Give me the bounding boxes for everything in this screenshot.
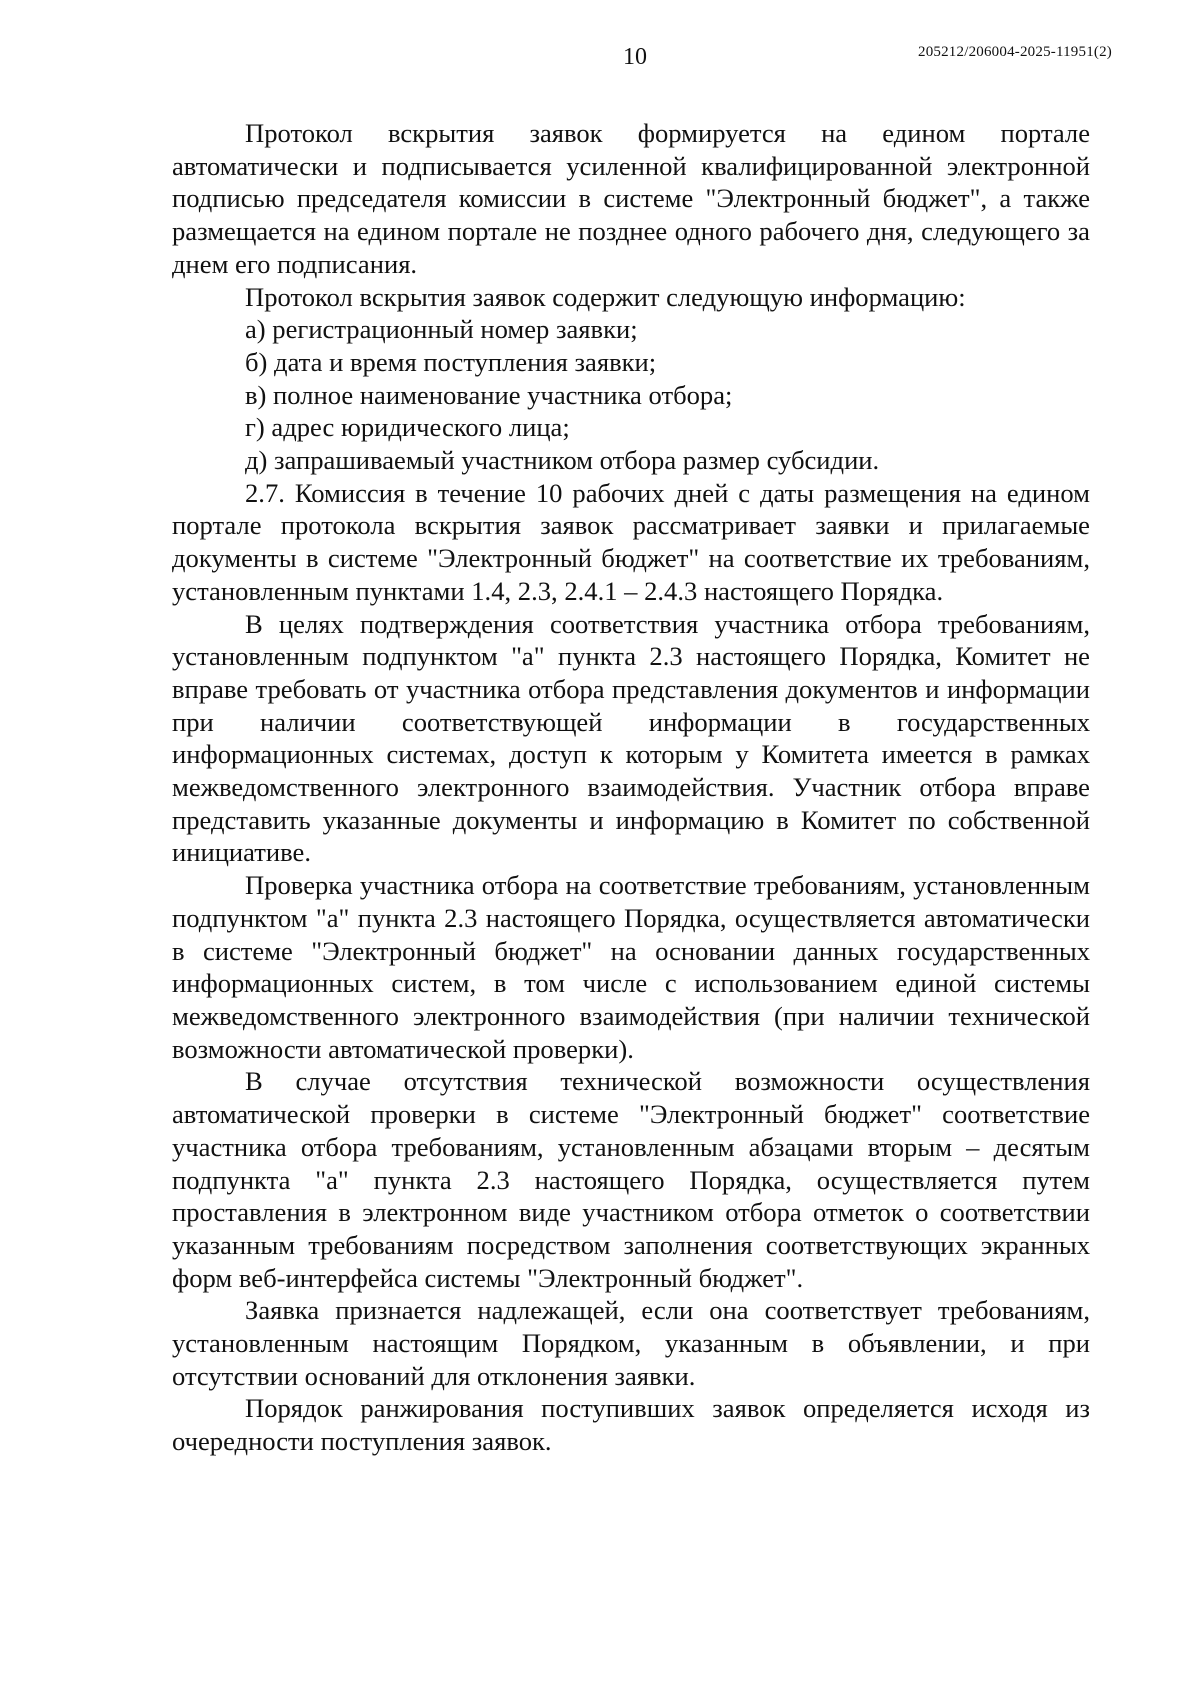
paragraph-manual-check: В случае отсутствия технической возможности осуществления автоматической проверки в системе "Электронный бюджет" соответствие участника отбора требованиям, установленным абзацами вторым – десятым подпункта "а" пункта 2.3 настоящего Порядка, осуществляется путем проставления в электронном виде участником отбора отметок о соответствии указанным требованиям посредством заполнения соответствующих экранных форм веб-интерфейса системы "Электронный бюджет". bbox=[172, 1066, 1090, 1293]
list-item-v: в) полное наименование участника отбора; bbox=[245, 379, 733, 410]
paragraph-verification: Проверка участника отбора на соответствие требованиям, установленным подпунктом "а" пункта 2.3 настоящего Порядка, осуществляется автоматически в системе "Электронный бюджет" на основании данных государственных информационных систем, в том числе с использованием единой системы межведомственного электронного взаимодействия (при наличии технической возможности автоматической проверки). bbox=[172, 870, 1090, 1064]
paragraph-confirmation: В целях подтверждения соответствия участника отбора требованиям, установленным подпунктом "а" пункта 2.3 настоящего Порядка, Комитет не вправе требовать от участника отбора представления документов и информации при наличии соответствующей информации в государственных информационных системах, доступ к которым у Комитета имеется в рамках межведомственного электронного взаимодействия. Участник отбора вправе представить указанные документы и информацию в Комитет по собственной инициативе. bbox=[172, 608, 1090, 868]
list-item-b: б) дата и время поступления заявки; bbox=[245, 346, 657, 377]
paragraph-protocol-contents: Протокол вскрытия заявок содержит следующую информацию: bbox=[245, 281, 966, 312]
list-item-d: д) запрашиваемый участником отбора размер субсидии. bbox=[245, 445, 880, 476]
list-item-a: а) регистрационный номер заявки; bbox=[245, 314, 638, 345]
paragraph-2-7: 2.7. Комиссия в течение 10 рабочих дней с даты размещения на едином портале протокола вскрытия заявок рассматривает заявки и прилагаемые документы в системе "Электронный бюджет" на соответствие их требованиям, установленным пунктами 1.4, 2.3, 2.4.1 – 2.4.3 настоящего Порядка. bbox=[172, 477, 1090, 606]
paragraph-proper-application: Заявка признается надлежащей, если она соответствует требованиям, установленным настоящим Порядком, указанным в объявлении, и при отсутствии оснований для отклонения заявки. bbox=[172, 1295, 1090, 1391]
paragraph-protocol-signing: Протокол вскрытия заявок формируется на едином портале автоматически и подписывается усиленной квалифицированной электронной подписью председателя комиссии в системе "Электронный бюджет", а также размещается на едином портале не позднее одного рабочего дня, следующего за днем его подписания. bbox=[172, 118, 1090, 279]
page-number: 10 bbox=[623, 44, 647, 70]
document-id: 205212/206004-2025-11951(2) bbox=[918, 44, 1112, 60]
paragraph-ranking: Порядок ранжирования поступивших заявок определяется исходя из очередности поступления заявок. bbox=[172, 1393, 1090, 1457]
document-body bbox=[172, 117, 1090, 1458]
list-item-g: г) адрес юридического лица; bbox=[245, 412, 570, 443]
